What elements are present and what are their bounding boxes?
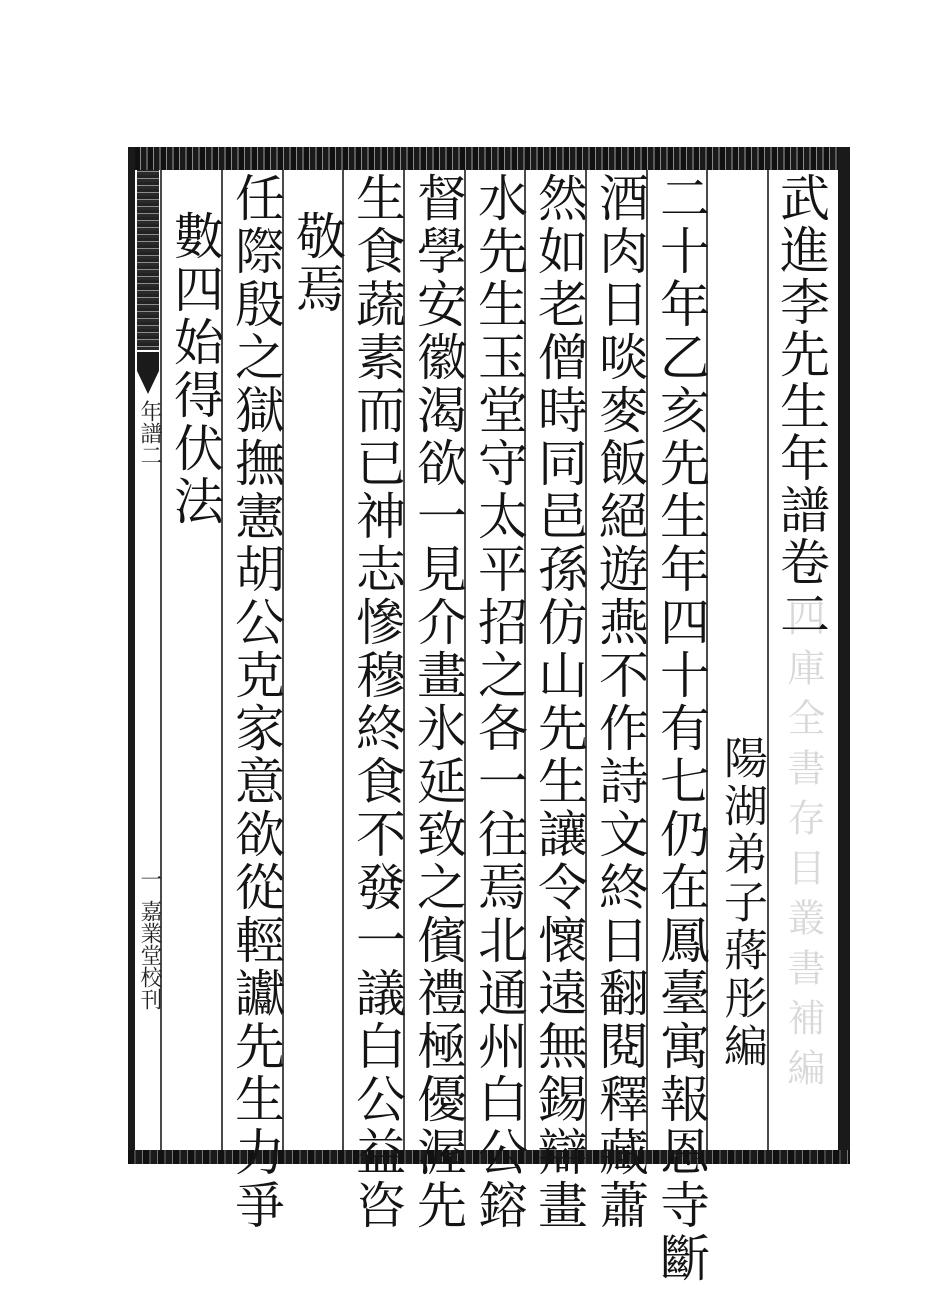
margin-stripe <box>137 170 159 350</box>
text-column: 督學安徽渴欲一見介畫氷延致之儐禮極優渥先 <box>409 172 467 1232</box>
text-column: 數四始得伏法 <box>166 210 224 528</box>
frame-left-border <box>128 147 135 1164</box>
column-rule <box>342 170 344 1150</box>
margin-press-name: 嘉業堂校刊 <box>137 900 162 1010</box>
library-seal-watermark: 四庫全書存目叢書補編 <box>781 598 825 1098</box>
page-title: 武進李先生年譜卷二 <box>772 172 830 640</box>
text-column: 然如老僧時同邑孫仿山先生讓令懷遠無錫辯畫 <box>530 172 588 1232</box>
margin-title: 年譜二 <box>137 400 162 466</box>
frame-top-border <box>128 147 850 170</box>
text-column: 二十年乙亥先生年四十有七仍在鳳臺寓報恩寺斷 <box>652 172 710 1285</box>
text-column: 酒肉日啖麥飯絕遊燕不作詩文終日翻閱釋藏蕭 <box>591 172 649 1232</box>
frame-right-border <box>838 147 850 1164</box>
text-column: 敬焉 <box>288 210 346 316</box>
text-column: 水先生玉堂守太平招之各一往焉北通州白公鎔 <box>470 172 528 1232</box>
fishtail-mark <box>137 352 159 394</box>
margin-page-number: 一 <box>137 868 162 890</box>
author-line: 陽湖弟子蔣彤編 <box>716 735 767 1071</box>
text-column: 生食蔬素而已神志慘穆終食不發一議白公益咨 <box>348 172 406 1232</box>
text-column: 任際殷之獄撫憲胡公克家意欲從輕讞先生力爭 <box>227 172 285 1232</box>
